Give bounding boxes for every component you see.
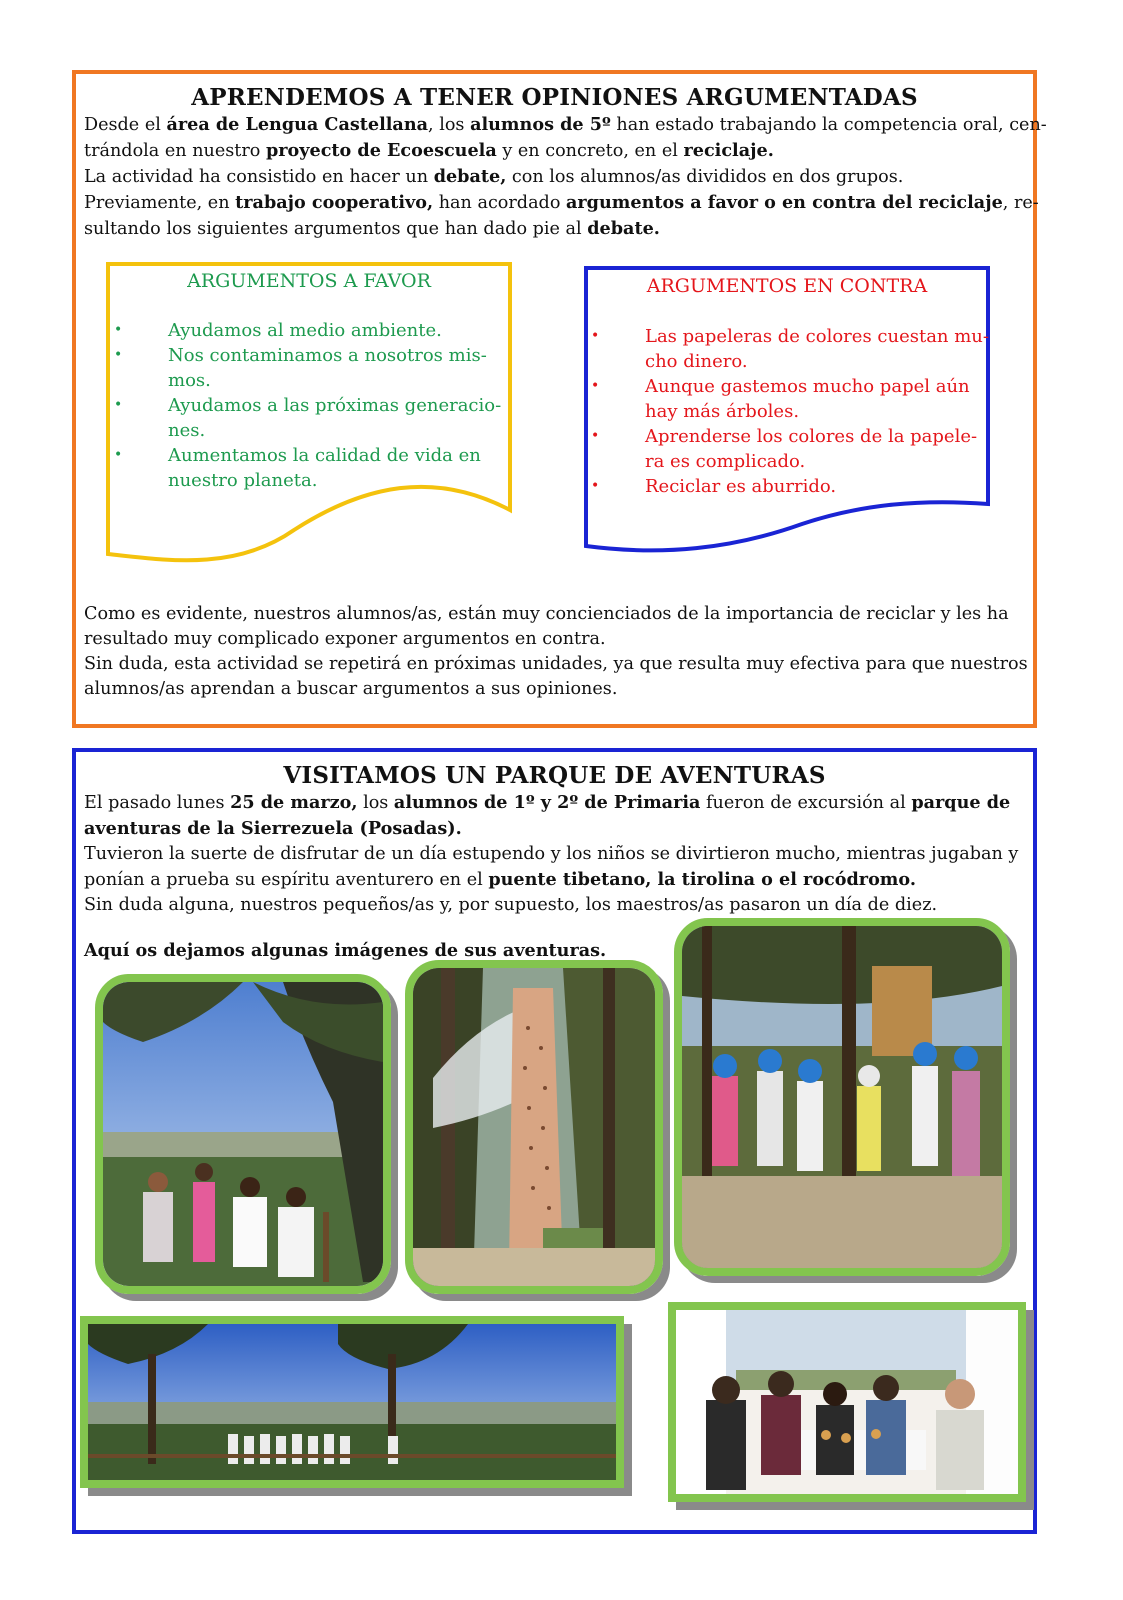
text: Tuvieron la suerte de disfrutar de un día estupendo y los niños se divirtieron mucho, mientras jugaban y [84,844,1019,864]
arguments-against-card [582,264,992,564]
argument-for-item [114,318,501,343]
argument-against-item-text: hay más árboles. [645,401,800,422]
text: , re- [1002,193,1039,213]
argument-against-item [591,424,989,474]
bullet-icon: • [591,328,600,344]
body-line [84,842,1023,867]
photo-hilltop-view [95,974,391,1294]
argument-for-item-text: Ayudamos al medio ambiente. [168,320,442,341]
adventure-park-body [84,790,1023,918]
text: Sin duda alguna, nuestros pequeños/as y, por supuesto, los maestros/as pasaron un día de diez. [84,895,938,915]
bullet-icon: • [591,478,600,494]
argument-against-item-text: cho dinero. [645,351,748,372]
conclusion-line: Sin duda, esta actividad se repetirá en próximas unidades, ya que resulta muy efectiva para que nuestros [84,654,1028,674]
conclusion-line: alumnos/as aprendan a buscar argumentos a sus opiniones. [84,679,618,699]
intro-line [84,138,1023,164]
text: El pasado lunes [84,793,231,813]
text: trándola en nuestro [84,141,266,161]
bold-text: puente tibetano, la tirolina o el rocódromo. [488,869,916,890]
bold-text: alumnos de 1º y 2º de Primaria [393,792,701,813]
arguments-against-title: ARGUMENTOS EN CONTRA [646,275,928,297]
bullet-icon: • [114,322,123,338]
text: con los alumnos/as divididos en dos grupos. [506,167,904,187]
text: La actividad ha consistido en hacer un [84,167,434,187]
photo-group-panorama [80,1316,624,1488]
intro-line [84,216,1023,242]
text: ponían a prueba su espíritu aventurero en el [84,870,489,890]
argument-for-item [114,393,502,443]
intro-line [84,164,1023,190]
text: y en concreto, en el [496,141,684,161]
argument-against-item-text: Las papeleras de colores cuestan mu- [645,326,989,347]
intro-line [84,112,1047,138]
photo-kids-with-helmets [674,918,1010,1276]
argument-for-item-text: Ayudamos a las próximas generacio- [168,395,502,416]
body-line [84,893,1023,918]
adventure-park-title: VISITAMOS UN PARQUE DE AVENTURAS [283,762,826,789]
argument-for-item-text: mos. [168,370,211,391]
bullet-icon: • [114,397,123,413]
argument-for-item-text: Aumentamos la calidad de vida en [168,445,481,466]
photo-climbing-tower [405,960,663,1294]
arguments-against-list [591,324,989,499]
bold-text: debate, [433,166,507,187]
photo-teachers-lunch [668,1302,1026,1502]
debate-article-intro [84,112,1047,242]
text: sultando los siguientes argumentos que han dado pie al [84,219,588,239]
conclusion-line: Como es evidente, nuestros alumnos/as, están muy concienciados de la importancia de reciclar y les ha [84,604,1009,624]
argument-against-item-text: Aunque gastemos mucho papel aún [645,376,970,397]
body-line [84,867,1023,893]
argument-for-item-text: nuestro planeta. [168,470,318,491]
photos-caption: Aquí os dejamos algunas imágenes de sus aventuras. [84,940,607,961]
text: Desde el [84,115,167,135]
argument-against-item-text: Aprenderse los colores de la papele- [645,426,978,447]
text: los [357,793,394,813]
bold-text: reciclaje. [683,140,774,161]
bold-text: proyecto de Ecoescuela [265,140,497,161]
body-line [84,816,1023,842]
bold-text: debate. [587,218,660,239]
bold-text: argumentos a favor o en contra del reciclaje [566,192,1003,213]
bold-text: alumnos de 5º [470,114,611,135]
intro-line [84,190,1039,216]
text: , los [428,115,471,135]
text: han acordado [433,193,567,213]
bold-text: parque de [911,792,1011,813]
argument-against-item [591,374,989,424]
text: Previamente, en [84,193,236,213]
bullet-icon: • [591,428,600,444]
body-line [84,790,1023,816]
argument-against-item [591,324,989,374]
bold-text: aventuras de la Sierrezuela (Posadas). [84,818,462,839]
bullet-icon: • [114,447,123,463]
arguments-for-title: ARGUMENTOS A FAVOR [187,270,431,292]
text: han estado trabajando la competencia oral, cen- [610,115,1047,135]
arguments-for-card [104,260,514,578]
argument-against-item [591,474,989,499]
bold-text: área de Lengua Castellana [166,114,429,135]
bold-text: 25 de marzo, [230,792,358,813]
debate-article-conclusion [84,602,1028,702]
argument-against-item-text: ra es complicado. [645,451,806,472]
argument-for-item-text: nes. [168,420,206,441]
argument-against-item-text: Reciclar es aburrido. [645,476,837,497]
debate-article [72,70,1047,728]
argument-for-item [114,343,501,393]
argument-for-item-text: Nos contaminamos a nosotros mis- [168,345,487,366]
bullet-icon: • [591,378,600,394]
arguments-for-list [114,318,502,493]
text: fueron de excursión al [700,793,912,813]
conclusion-line: resultado muy complicado exponer argumentos en contra. [84,629,606,649]
debate-article-title: APRENDEMOS A TENER OPINIONES ARGUMENTADAS [191,84,918,111]
argument-for-item [114,443,501,493]
bullet-icon: • [114,347,123,363]
bold-text: trabajo cooperativo, [235,192,434,213]
